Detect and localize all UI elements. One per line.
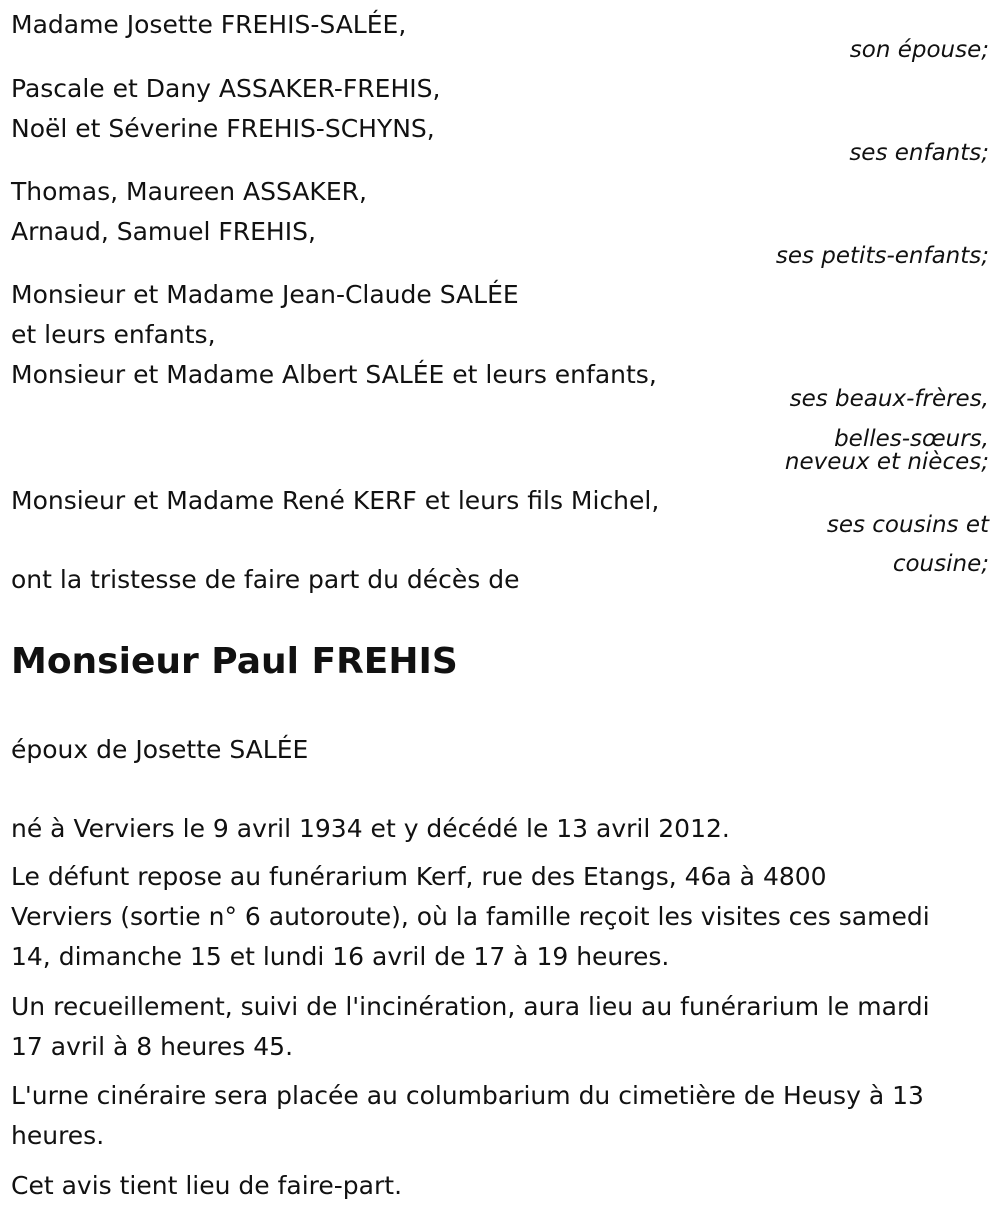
family-line-child-1: Pascale et Dany ASSAKER-FREHIS, [11, 74, 441, 103]
family-line-inlaw-1: Monsieur et Madame Jean-Claude SALÉE [11, 280, 519, 309]
family-line-inlaw-2: et leurs enfants, [11, 320, 216, 349]
relation-cousins-1: ses cousins et [826, 512, 989, 538]
birth-death-line: né à Verviers le 9 avril 1934 et y décédé le 13 avril 2012. [11, 814, 730, 843]
funerarium-line-1: Le défunt repose au funérarium Kerf, rue des Etangs, 46a à 4800 [11, 862, 827, 891]
relation-children: ses enfants; [849, 140, 989, 166]
family-line-inlaw-3: Monsieur et Madame Albert SALÉE et leurs enfants, [11, 360, 657, 389]
urn-line-1: L'urne cinéraire sera placée au columbarium du cimetière de Heusy à 13 [11, 1081, 924, 1110]
funerarium-line-2: Verviers (sortie n° 6 autoroute), où la famille reçoit les visites ces samedi [11, 902, 930, 931]
notice-line: Cet avis tient lieu de faire-part. [11, 1171, 403, 1200]
family-line-grandchild-2: Arnaud, Samuel FREHIS, [11, 217, 316, 246]
relation-inlaws-3: neveux et nièces; [784, 449, 989, 475]
family-line-grandchild-1: Thomas, Maureen ASSAKER, [11, 177, 367, 206]
family-line-cousins: Monsieur et Madame René KERF et leurs fils Michel, [11, 486, 660, 515]
family-line-spouse: Madame Josette FREHIS-SALÉE, [11, 10, 407, 39]
announcement: ont la tristesse de faire part du décès de [11, 565, 520, 594]
relation-grandchildren: ses petits-enfants; [775, 243, 989, 269]
urn-line-2: heures. [11, 1121, 105, 1150]
relation-spouse: son épouse; [849, 37, 989, 63]
relation-cousins-2: cousine; [892, 551, 989, 577]
ceremony-line-1: Un recueillement, suivi de l'incinération, aura lieu au funérarium le mardi [11, 992, 930, 1021]
deceased-name: Monsieur Paul FREHIS [11, 641, 458, 682]
spouse-line: époux de Josette SALÉE [11, 735, 309, 764]
funerarium-line-3: 14, dimanche 15 et lundi 16 avril de 17 à 19 heures. [11, 942, 670, 971]
family-line-child-2: Noël et Séverine FREHIS-SCHYNS, [11, 114, 435, 143]
relation-inlaws-1: ses beaux-frères, [789, 386, 989, 412]
relation-inlaws-2: belles-sœurs, [834, 426, 989, 452]
ceremony-line-2: 17 avril à 8 heures 45. [11, 1032, 294, 1061]
